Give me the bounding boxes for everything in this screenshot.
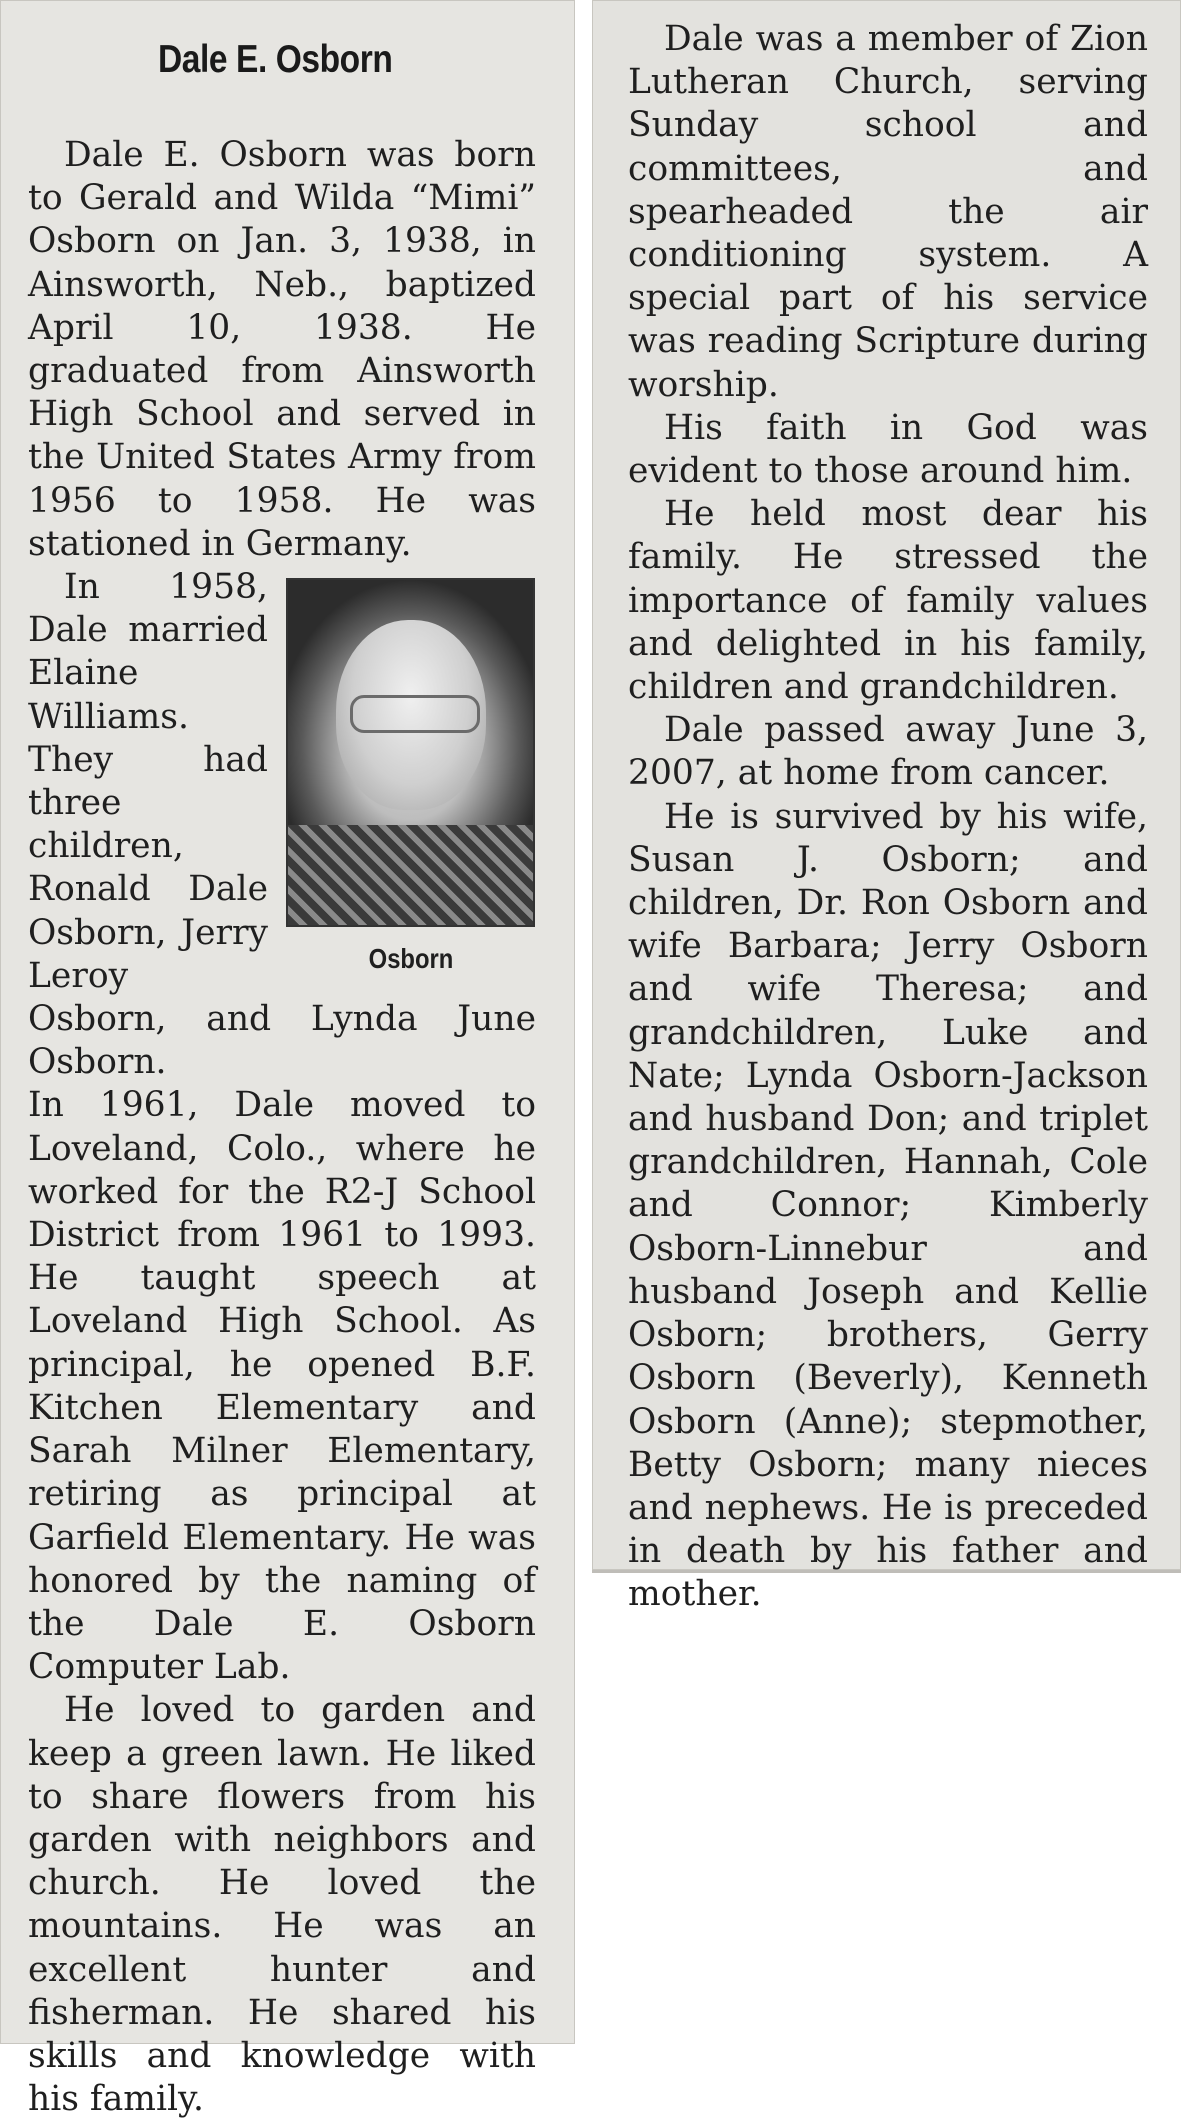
- paragraph-family: He held most dear his family. He stressed the importance of family values and delighted in his family, children and grandchildren.: [628, 494, 1148, 708]
- paragraph-career: In 1961, Dale moved to Loveland, Colo., where he worked for the R2-J School District from 1961 to 1993. He taught speech at Loveland High School. As principal, he opened B.F. Kitchen Elementary and Sarah Milner Elementary, retiring as principal at Garfield Elementary. He was honored by the naming of the Dale E. Osborn Computer Lab.: [28, 1085, 536, 1688]
- photo-caption: Osborn: [368, 943, 454, 975]
- left-column-text: [28, 134, 536, 2121]
- paragraph-marriage: In 1958, Dale married Elaine Williams. They had three children, Ronald Dale Osborn, Jerry Leroy Osborn, and Lynda June Osborn.: [28, 567, 536, 1083]
- paragraph-death: Dale passed away June 3, 2007, at home from cancer.: [628, 710, 1148, 794]
- paragraph-hobbies: He loved to garden and keep a green lawn. He liked to share flowers from his garden with neighbors and church. He loved the mountains. He was an excellent hunter and fisherman. He shared his skills and knowledge with his family.: [28, 1690, 536, 2120]
- paragraph-birth: Dale E. Osborn was born to Gerald and Wilda “Mimi” Osborn on Jan. 3, 1938, in Ainsworth, Neb., baptized April 10, 1938. He graduated from Ainsworth High School and served in the United States Army from 1956 to 1958. He was stationed in Germany.: [28, 135, 536, 564]
- paragraph-survivors: He is survived by his wife, Susan J. Osborn; and children, Dr. Ron Osborn and wife Barbara; Jerry Osborn and wife Theresa; and grandchildren, Luke and Nate; Lynda Osborn-Jackson and husband Don; and triplet grandchildren, Hannah, Cole and Connor; Kimberly Osborn-Linnebur and husband Joseph and Kellie Osborn; brothers, Gerry Osborn (Beverly), Kenneth Osborn (Anne); stepmother, Betty Osborn; many nieces and nephews. He is preceded in death by his father and mother.: [628, 796, 1148, 1615]
- headline: Dale E. Osborn: [158, 38, 393, 81]
- right-column-text: [628, 18, 1148, 1617]
- portrait-photo: [286, 578, 536, 988]
- right-clipping: [592, 0, 1181, 1615]
- paragraph-faith: His faith in God was evident to those around him.: [628, 407, 1148, 492]
- paragraph-church: Dale was a member of Zion Lutheran Church, serving Sunday school and committees, and spearheaded the air conditioning system. A special part of his service was reading Scripture during worship.: [628, 19, 1148, 405]
- left-clipping: [0, 0, 575, 2120]
